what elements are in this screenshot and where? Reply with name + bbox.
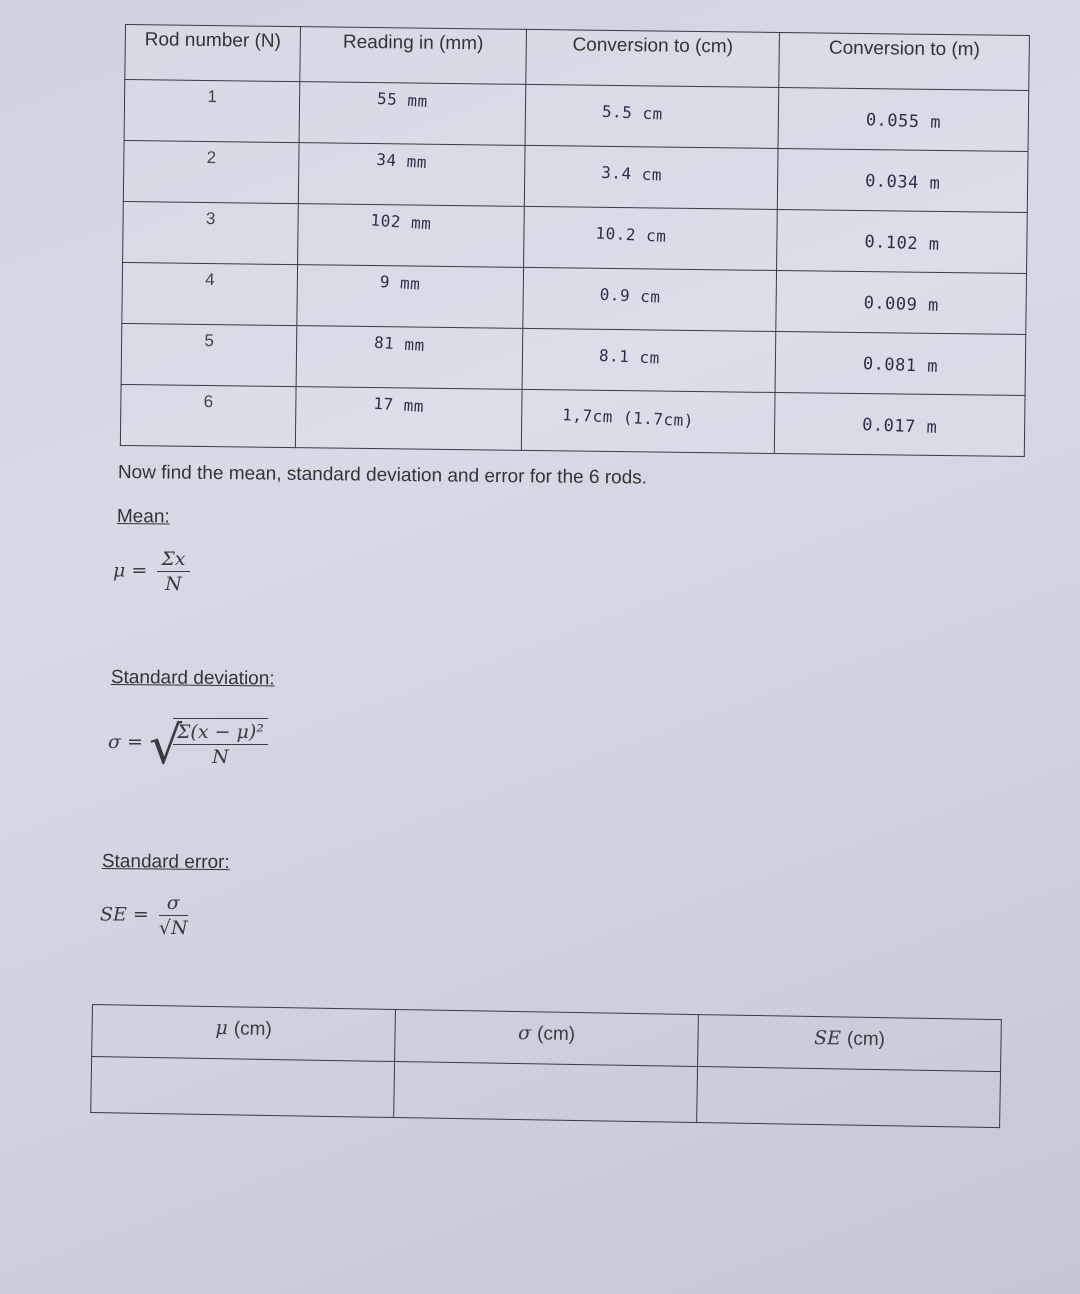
cm-cell	[522, 328, 776, 392]
mean-fraction	[157, 548, 189, 595]
handwritten-m: 0.034 m	[864, 171, 941, 194]
header-se-cm	[698, 1015, 1002, 1072]
std-dev-heading: Standard deviation:	[110, 667, 275, 690]
results-table	[90, 1004, 1002, 1128]
rod-number-cell: 6	[120, 384, 296, 447]
table-row	[121, 323, 1026, 395]
handwritten-reading: 34 mm	[375, 149, 428, 172]
rod-number-cell: 2	[123, 140, 299, 203]
header-conversion-m: Conversion to (m)	[779, 32, 1029, 90]
radical-sign-icon: √	[148, 716, 183, 776]
handwritten-m: 0.055 m	[865, 110, 942, 133]
cm-cell	[523, 206, 777, 270]
handwritten-reading: 55 mm	[376, 88, 429, 111]
header-mean-cm	[92, 1005, 396, 1062]
mean-answer-cell[interactable]	[91, 1057, 395, 1118]
std-err-formula	[100, 892, 188, 939]
std-dev-formula	[108, 716, 268, 776]
handwritten-cm: 3.4 cm	[600, 162, 663, 185]
table-row	[124, 80, 1029, 152]
measurement-table	[120, 24, 1030, 457]
handwritten-reading: 81 mm	[373, 332, 426, 355]
handwritten-cm: 0.9 cm	[598, 284, 661, 307]
m-cell	[777, 209, 1027, 273]
header-sigma-cm	[395, 1010, 699, 1067]
std-err-numerator: σ	[159, 892, 188, 916]
std-err-heading: Standard error:	[101, 851, 230, 874]
m-cell	[776, 270, 1026, 334]
handwritten-cm: 5.5 cm	[601, 101, 663, 124]
cm-cell	[521, 389, 775, 453]
std-dev-fraction	[173, 718, 268, 768]
handwritten-cm: 1,7cm (1.7cm)	[561, 404, 695, 430]
std-err-fraction	[159, 892, 188, 939]
unit-label: (cm)	[536, 1023, 576, 1046]
sigma-symbol: σ	[517, 1022, 532, 1045]
handwritten-reading: 9 mm	[379, 271, 422, 294]
std-dev-numerator: Σ(x − μ)²	[173, 721, 268, 745]
m-cell	[778, 148, 1028, 212]
reading-cell	[299, 82, 525, 146]
rod-number-cell: 5	[121, 323, 297, 386]
handwritten-m: 0.009 m	[863, 293, 940, 316]
std-dev-lhs: σ =	[108, 731, 143, 753]
m-cell	[775, 331, 1025, 395]
reading-cell	[296, 326, 522, 390]
table-row	[122, 262, 1027, 334]
rod-number-cell: 4	[122, 262, 298, 325]
table-row	[123, 140, 1028, 212]
mu-symbol: μ	[215, 1017, 228, 1040]
sigma-answer-cell[interactable]	[394, 1062, 698, 1123]
std-err-denominator: √N	[158, 917, 188, 939]
rod-number-cell: 1	[124, 80, 300, 143]
handwritten-m: 0.102 m	[864, 232, 940, 255]
cm-cell	[525, 84, 779, 148]
table-row	[120, 384, 1025, 456]
cm-cell	[522, 267, 776, 331]
reading-cell	[295, 387, 521, 451]
reading-cell	[297, 265, 523, 329]
mean-heading: Mean:	[116, 506, 170, 528]
se-symbol: SE	[813, 1026, 842, 1050]
mean-lhs: μ =	[113, 559, 148, 582]
handwritten-reading: 17 mm	[372, 393, 425, 416]
handwritten-m: 0.081 m	[862, 354, 939, 377]
handwritten-m: 0.017 m	[861, 415, 938, 438]
unit-label: (cm)	[233, 1018, 272, 1040]
header-rod-number: Rod number (N)	[125, 25, 301, 82]
header-reading-mm: Reading in (mm)	[300, 27, 526, 85]
mean-denominator: N	[165, 573, 182, 595]
handwritten-reading: 102 mm	[370, 209, 432, 233]
m-cell	[775, 392, 1025, 456]
header-conversion-cm: Conversion to (cm)	[525, 29, 779, 87]
unit-label: (cm)	[846, 1028, 886, 1051]
mean-formula	[113, 548, 190, 595]
rod-number-cell: 3	[123, 201, 299, 264]
reading-cell	[298, 143, 524, 207]
std-dev-denominator: N	[212, 746, 229, 768]
m-cell	[778, 87, 1028, 151]
cm-cell	[524, 145, 778, 209]
reading-cell	[298, 204, 524, 268]
handwritten-cm: 8.1 cm	[598, 345, 660, 368]
std-err-lhs: SE =	[100, 903, 149, 926]
square-root	[148, 716, 268, 776]
handwritten-cm: 10.2 cm	[594, 223, 667, 246]
se-answer-cell[interactable]	[697, 1067, 1001, 1128]
mean-numerator: Σx	[157, 548, 189, 572]
table-row	[123, 201, 1028, 273]
instruction-text: Now find the mean, standard deviation and error for the 6 rods.	[117, 462, 648, 489]
